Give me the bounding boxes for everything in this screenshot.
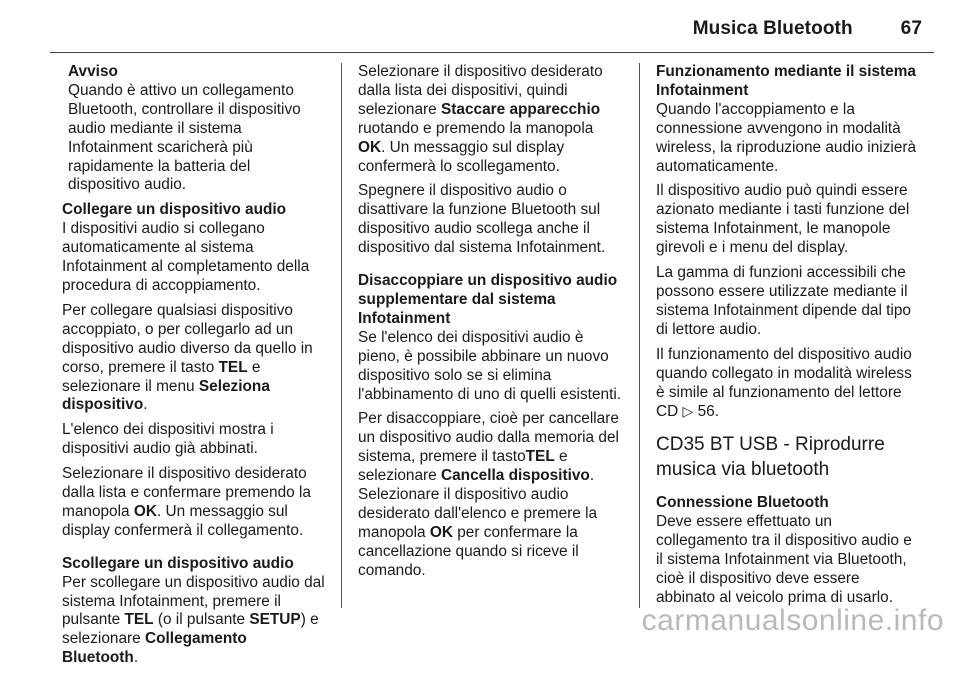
heading-infotainment-operation: Funzionamento mediante il sistema Infotainment	[656, 63, 916, 99]
paragraph: La gamma di funzioni accessibili che possono essere utilizzate mediante il sistema Infotainment dipende dal tipo di lettore audio.	[656, 264, 911, 338]
paragraph: L'elenco dei dispositivi mostra i dispositivi audio già abbinati.	[62, 421, 274, 458]
section-title: CD35 BT USB - Riprodurre musica via bluetooth	[656, 434, 885, 481]
column-divider-2	[639, 63, 640, 608]
paragraph: Quando l'accoppiamento e la connessione avvengono in modalità wireless, la riproduzione audio inizierà automaticamente.	[656, 100, 917, 175]
heading-bluetooth-connection: Connessione Bluetooth	[656, 494, 829, 512]
header-rule	[50, 52, 934, 53]
column-1	[62, 63, 326, 674]
heading-unpair-device: Disaccoppiare un dispositivo audio supplementare dal sistema Infotainment	[358, 272, 618, 327]
paragraph: Spegnere il dispositivo audio o disattivare la funzione Bluetooth sul dispositivo audio scollega anche il dispositivo dal sistema Infotainment.	[358, 182, 606, 257]
paragraph: Selezionare il dispositivo desiderato dalla lista e confermare premendo la manopola OK. Un messaggio sul display confermerà il collegamento.	[62, 465, 311, 539]
note-text: Quando è attivo un collegamento Bluetooth, controllare il dispositivo audio mediante il sistema Infotainment scaricherà più rapidamente la batteria del dispositivo audio.	[68, 81, 301, 194]
page-reference[interactable]: 56.	[697, 403, 719, 421]
note-box	[62, 63, 326, 195]
column-3	[656, 63, 922, 614]
paragraph: Selezionare il dispositivo desiderato dalla lista dei dispositivi, quindi selezionare Staccare apparecchio ruotando e premendo la manopola OK. Un messaggio sul display confermerà lo scollegamento.	[358, 63, 603, 175]
paragraph: Per disaccoppiare, cioè per cancellare un dispositivo audio dalla memoria del sistema, premere il tastoTEL e selezionare Cancella dispositivo. Selezionare il dispositivo audio desiderato dall'elenco e premere la manopola OK per confermare la cancellazione quando si riceve il comando.	[358, 410, 619, 579]
paragraph: Il funzionamento del dispositivo audio quando collegato in modalità wireless è simile al funzionamento del lettore CD ▷ 56.	[656, 345, 912, 421]
paragraph: Per collegare qualsiasi dispositivo accoppiato, o per collegarlo ad un dispositivo audio diverso da quello in corso, premere il tasto TEL e selezionare il menu Seleziona dispositivo.	[62, 301, 313, 414]
watermark: carmanualsonline.info	[641, 604, 944, 637]
page-number: 67	[900, 18, 922, 39]
page-header	[693, 18, 922, 40]
heading-connect-device: Collegare un dispositivo audio	[62, 201, 287, 219]
triangle-right-outline-icon: ▷	[682, 403, 694, 420]
note-title: Avviso	[68, 63, 118, 80]
paragraph: Se l'elenco dei dispositivi audio è pieno, è possibile abbinare un nuovo dispositivo solo se si elimina l'abbinamento di uno di quelli esistenti.	[358, 328, 622, 403]
paragraph: I dispositivi audio si collegano automaticamente al sistema Infotainment al completamento della procedura di accoppiamento.	[62, 220, 310, 294]
page-header-title: Musica Bluetooth	[692, 18, 853, 39]
paragraph: Deve essere effettuato un collegamento tra il dispositivo audio e il sistema Infotainment via Bluetooth, cioè il dispositivo deve essere abbinato al veicolo prima di usarlo.	[656, 513, 912, 606]
column-divider-1	[341, 63, 342, 608]
heading-disconnect-device: Scollegare un dispositivo audio	[62, 554, 294, 572]
paragraph: Per scollegare un dispositivo audio dal sistema Infotainment, premere il pulsante TEL (o il pulsante SETUP) e selezionare Collegamento Bluetooth.	[62, 573, 325, 667]
paragraph: Il dispositivo audio può quindi essere azionato mediante i tasti funzione del sistema Infotainment, le manopole girevoli e i menu del display.	[656, 182, 910, 257]
column-2	[358, 63, 622, 587]
